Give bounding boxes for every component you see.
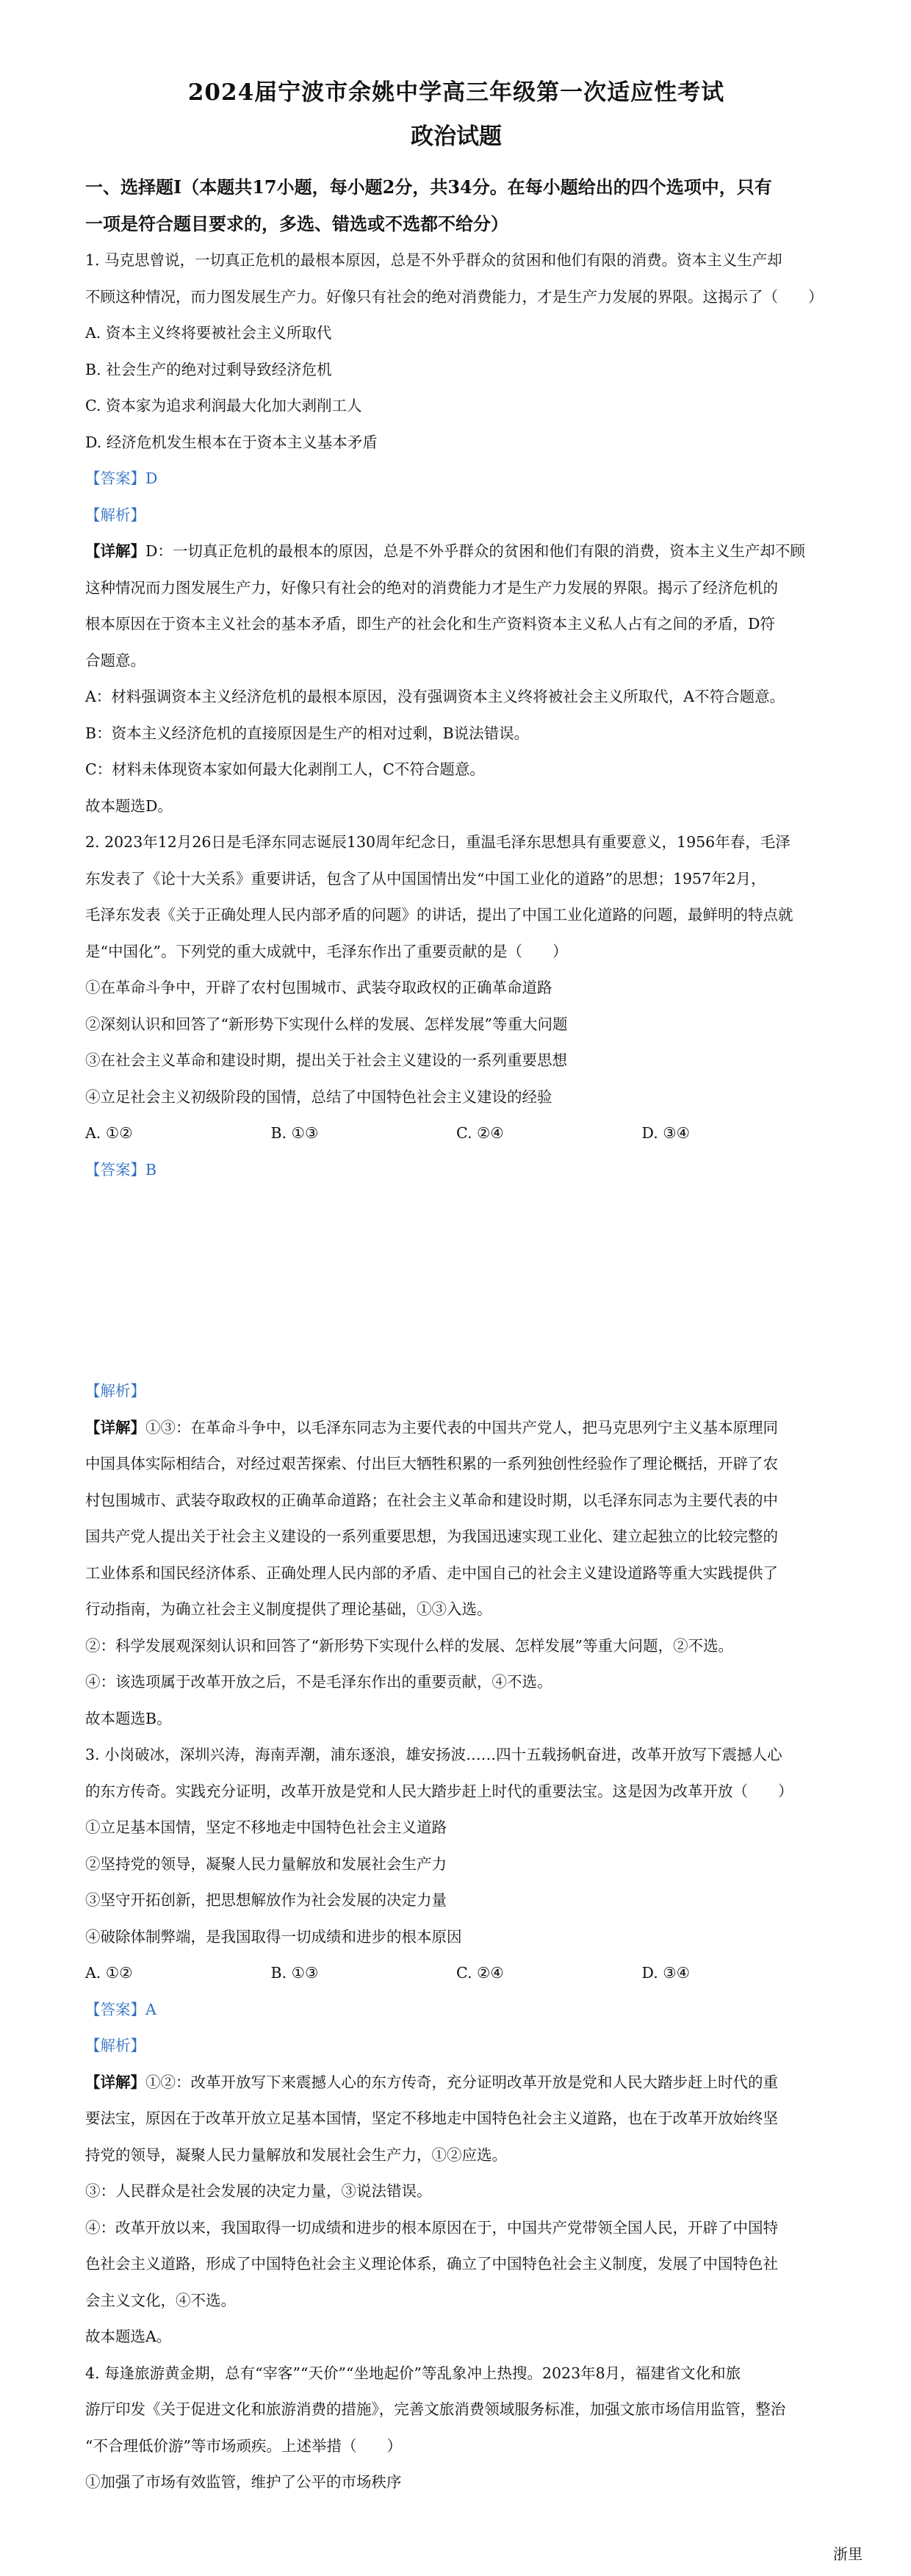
q4-stem-line3: “不合理低价游”等市场顽疾。上述举措（ ） [85, 2436, 402, 2455]
q2-option-d: D. ③④ [641, 1124, 690, 1142]
q1-detail-text1: D：一切真正危机的最根本的原因，总是不外乎群众的贫困和他们有限的消费，资本主义生产却不顾 [145, 542, 805, 560]
q1-stem-line2: 不顾这种情况，而力图发展生产力。好像只有社会的绝对消费能力，才是生产力发展的界限。这揭示了（ ） [85, 287, 824, 306]
q1-answer-value: D [145, 469, 158, 487]
q3-options [85, 1955, 827, 1992]
q3-answer [85, 1992, 827, 2029]
q3-detail-line1 [85, 2065, 827, 2101]
q3-explain-4-line3: 会主义文化，④不选。 [85, 2291, 236, 2309]
q2-detail-text1: ①③：在革命斗争中，以毛泽东同志为主要代表的中国共产党人，把马克思列宁主义基本原理同 [145, 1418, 778, 1436]
q2-detail-line6: 行动指南，为确立社会主义制度提供了理论基础，①③入选。 [85, 1600, 492, 1618]
q2-stem-line3: 毛泽东发表《关于正确处理人民内部矛盾的问题》的讲话，提出了中国工业化道路的问题，最鲜明的特点就 [85, 906, 793, 924]
answer-label: 【答案】 [85, 2000, 145, 2018]
q2-item-1: ①在革命斗争中，开辟了农村包围城市、武装夺取政权的正确革命道路 [85, 979, 552, 996]
q4-item-1: ①加强了市场有效监管，维护了公平的市场秩序 [85, 2473, 402, 2491]
question-3 [85, 1737, 827, 2356]
q2-stem-line2: 东发表了《论十大关系》重要讲话，包含了从中国国情出发“中国工业化的道路”的思想；1957年2月， [85, 869, 766, 888]
q3-item-2: ②坚持党的领导，凝聚人民力量解放和发展社会生产力 [85, 1854, 447, 1873]
page-footer: 浙里 [833, 2545, 863, 2563]
q1-option-b: B. 社会生产的绝对过剩导致经济危机 [85, 360, 332, 378]
answer-label: 【答案】 [85, 1160, 145, 1179]
q3-answer-value: A [145, 2000, 156, 2018]
q1-detail-line2: 这种情况而力图发展生产力，好像只有社会的绝对的消费能力才是生产力发展的界限。揭示了经济危机的 [85, 578, 778, 597]
q2-detail-line4: 国共产党人提出关于社会主义建设的一系列重要思想，为我国迅速实现工业化、建立起独立的比较完整的 [85, 1528, 778, 1545]
question-1 [85, 242, 827, 824]
detail-label: 【详解】 [85, 1418, 145, 1436]
q2-item-4: ④立足社会主义初级阶段的国情，总结了中国特色社会主义建设的经验 [85, 1087, 552, 1106]
q2-answer-value: B [145, 1160, 157, 1179]
q1-detail-line4: 合题意。 [85, 651, 145, 669]
q1-detail-line3: 根本原因在于资本主义社会的基本矛盾，即生产的社会化和生产资料资本主义私人占有之间的矛盾，D符 [85, 615, 775, 633]
q4-stem-line2: 游厅印发《关于促进文化和旅游消费的措施》，完善文旅消费领域服务标准，加强文旅市场信用监管，整治 [85, 2400, 786, 2418]
exam-subtitle: 政治试题 [411, 123, 502, 150]
q2-detail-line5: 工业体系和国民经济体系、正确处理人民内部的矛盾、走中国自己的社会主义建设道路等重大实践提供了 [85, 1564, 778, 1582]
q1-option-d: D. 经济危机发生根本在于资本主义基本矛盾 [85, 433, 378, 451]
q3-explain-4-line2: 色社会主义道路，形成了中国特色社会主义理论体系，确立了中国特色社会主义制度，发展了中国特色社 [85, 2255, 778, 2273]
q1-analysis-label: 【解析】 [85, 506, 145, 524]
document-content [85, 76, 827, 2501]
blank-space [85, 1188, 827, 1373]
q1-answer [85, 461, 827, 497]
q2-option-c: C. ②④ [456, 1124, 504, 1142]
q3-option-a: A. ①② [85, 1964, 133, 1982]
q3-conclusion: 故本题选A。 [85, 2328, 172, 2345]
q1-stem-line1: 1. 马克思曾说，一切真正危机的最根本原因，总是不外乎群众的贫困和他们有限的消费。资本主义生产却 [85, 251, 782, 269]
q1-explain-b: B：资本主义经济危机的直接原因是生产的相对过剩，B说法错误。 [85, 724, 530, 742]
section-heading-line1: 一、选择题Ⅰ（本题共17小题，每小题2分，共34分。在每小题给出的四个选项中，只有 [85, 176, 772, 198]
q3-explain-3: ③：人民群众是社会发展的决定力量，③说法错误。 [85, 2182, 432, 2200]
q2-detail-line2: 中国具体实际相结合，对经过艰苦探索、付出巨大牺牲积累的一系列独创性经验作了理论概括，开辟了农 [85, 1455, 778, 1472]
q3-detail-line2: 要法宝，原因在于改革开放立足基本国情，坚定不移地走中国特色社会主义道路，也在于改革开放始终坚 [85, 2109, 778, 2127]
q4-stem-line1: 4. 每逢旅游黄金期，总有“宰客”“天价”“坐地起价”等乱象冲上热搜。2023年8月，福建省文化和旅 [85, 2364, 741, 2382]
q1-explain-a: A：材料强调资本主义经济危机的最根本原因，没有强调资本主义终将被社会主义所取代，A不符合题意。 [85, 688, 785, 705]
q2-explain-2: ②：科学发展观深刻认识和回答了“新形势下实现什么样的发展、怎样发展”等重大问题，②不选。 [85, 1636, 733, 1655]
q3-analysis-label: 【解析】 [85, 2037, 145, 2054]
q2-option-a: A. ①② [85, 1124, 133, 1142]
q1-explain-c: C：材料未体现资本家如何最大化剥削工人，C不符合题意。 [85, 760, 485, 778]
question-4 [85, 2356, 827, 2501]
detail-label: 【详解】 [85, 542, 145, 560]
q3-option-d: D. ③④ [641, 1964, 690, 1982]
q3-explain-4-line1: ④：改革开放以来，我国取得一切成绩和进步的根本原因在于，中国共产党带领全国人民，开辟了中国特 [85, 2218, 778, 2237]
q3-stem-line2: 的东方传奇。实践充分证明，改革开放是党和人民大踏步赶上时代的重要法宝。这是因为改革开放（ ） [85, 1782, 793, 1800]
q2-analysis-label: 【解析】 [85, 1382, 145, 1400]
q2-stem-line1: 2. 2023年12月26日是毛泽东同志诞辰130周年纪念日，重温毛泽东思想具有重要意义，1956年春，毛泽 [85, 833, 791, 851]
q2-options [85, 1115, 827, 1152]
q3-detail-text1: ①②：改革开放写下来震撼人心的东方传奇，充分证明改革开放是党和人民大踏步赶上时代的重 [145, 2073, 778, 2091]
q3-option-c: C. ②④ [456, 1964, 504, 1982]
q3-stem-line1: 3. 小岗破冰，深圳兴涛，海南弄潮，浦东逐浪，雄安扬波……四十五载扬帆奋进，改革开放写下震撼人心 [85, 1746, 782, 1763]
q1-detail-line1 [85, 533, 827, 570]
q2-conclusion: 故本题选B。 [85, 1709, 172, 1727]
q3-item-4: ④破除体制弊端，是我国取得一切成绩和进步的根本原因 [85, 1927, 462, 1946]
q2-item-2: ②深刻认识和回答了“新形势下实现什么样的发展、怎样发展”等重大问题 [85, 1015, 568, 1033]
answer-label: 【答案】 [85, 469, 145, 487]
q2-answer [85, 1152, 827, 1189]
exam-title: 2024届宁波市余姚中学高三年级第一次适应性考试 [187, 79, 725, 106]
q3-option-b: B. ①③ [270, 1964, 319, 1982]
q2-stem-line4: 是“中国化”。下列党的重大成就中，毛泽东作出了重要贡献的是（ ） [85, 942, 568, 960]
q2-option-b: B. ①③ [270, 1124, 319, 1142]
q1-conclusion: 故本题选D。 [85, 796, 173, 815]
section-heading-line2: 一项是符合题目要求的，多选、错选或不选都不给分） [85, 213, 508, 234]
detail-label: 【详解】 [85, 2073, 145, 2091]
q2-item-3: ③在社会主义革命和建设时期，提出关于社会主义建设的一系列重要思想 [85, 1051, 567, 1069]
q1-option-c: C. 资本家为追求利润最大化加大剥削工人 [85, 397, 362, 414]
question-2 [85, 824, 827, 1737]
q2-detail-line3: 村包围城市、武装夺取政权的正确革命道路；在社会主义革命和建设时期，以毛泽东同志为主要代表的中 [85, 1491, 778, 1509]
q3-detail-line3: 持党的领导，凝聚人民力量解放和发展社会生产力，①②应选。 [85, 2145, 507, 2164]
q2-detail-line1 [85, 1410, 827, 1447]
q3-item-1: ①立足基本国情，坚定不移地走中国特色社会主义道路 [85, 1818, 447, 1836]
q3-item-3: ③坚守开拓创新，把思想解放作为社会发展的决定力量 [85, 1891, 447, 1909]
q2-explain-4: ④：该选项属于改革开放之后，不是毛泽东作出的重要贡献，④不选。 [85, 1673, 552, 1691]
q1-option-a: A. 资本主义终将要被社会主义所取代 [85, 324, 332, 342]
